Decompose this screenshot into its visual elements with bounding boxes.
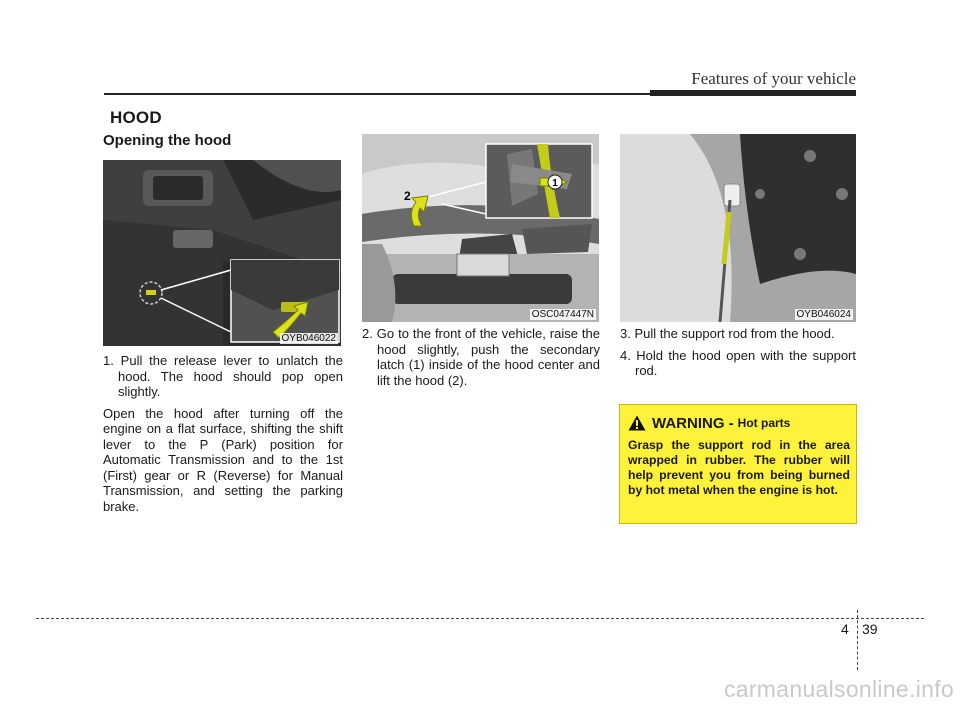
warning-header (628, 413, 790, 433)
step-3: 3. Pull the support rod from the hood. (620, 326, 835, 341)
warning-body: Grasp the support rod in the area wrapped in rubber. The rubber will help prevent you from being burned by hot metal when the engine is hot. (628, 438, 850, 497)
warning-box (619, 404, 857, 524)
figure-code: OSC047447N (531, 309, 594, 320)
chapter-number: 4 (841, 621, 849, 637)
footer-divider (857, 610, 858, 670)
step-4: 4. Hold the hood open with the support rod. (620, 347, 856, 378)
header-title: Features of your vehicle (691, 69, 856, 88)
figure-secondary-latch (362, 134, 599, 322)
section-title: HOOD (110, 108, 162, 127)
warning-title: WARNING - (652, 414, 734, 432)
figure-support-rod (620, 134, 856, 322)
callout-2: 2 (404, 189, 411, 203)
footer-rule (36, 618, 924, 619)
column-2 (362, 326, 600, 394)
step-2: 2. Go to the front of the vehicle, raise the hood slightly, push the secondary latch (1) inside of the hood center and lift the hood (2). (362, 326, 600, 388)
figure-code: OYB046022 (281, 333, 336, 344)
figure-code: OYB046024 (796, 309, 851, 320)
callout-1: 1 (552, 178, 558, 189)
column-1 (103, 353, 343, 514)
watermark: carmanualsonline.info (723, 676, 954, 702)
step-1: 1. Pull the release lever to unlatch the hood. The hood should pop open slightly. (103, 353, 343, 399)
figure-release-lever (103, 160, 341, 346)
warning-triangle-icon (628, 415, 646, 431)
subheading: Opening the hood (103, 132, 232, 149)
page-number: 39 (862, 621, 878, 637)
instruction-paragraph: Open the hood after turning off the engine on a flat surface, shifting the shift lever to the P (Park) position for Automatic Transmission and to the 1st (First) gear or R (Reverse) for Manual Transmission, and setting the parking brake. (103, 405, 343, 514)
warning-subtitle: Hot parts (737, 416, 791, 430)
column-3 (620, 326, 856, 385)
header-rule-accent (650, 90, 856, 96)
